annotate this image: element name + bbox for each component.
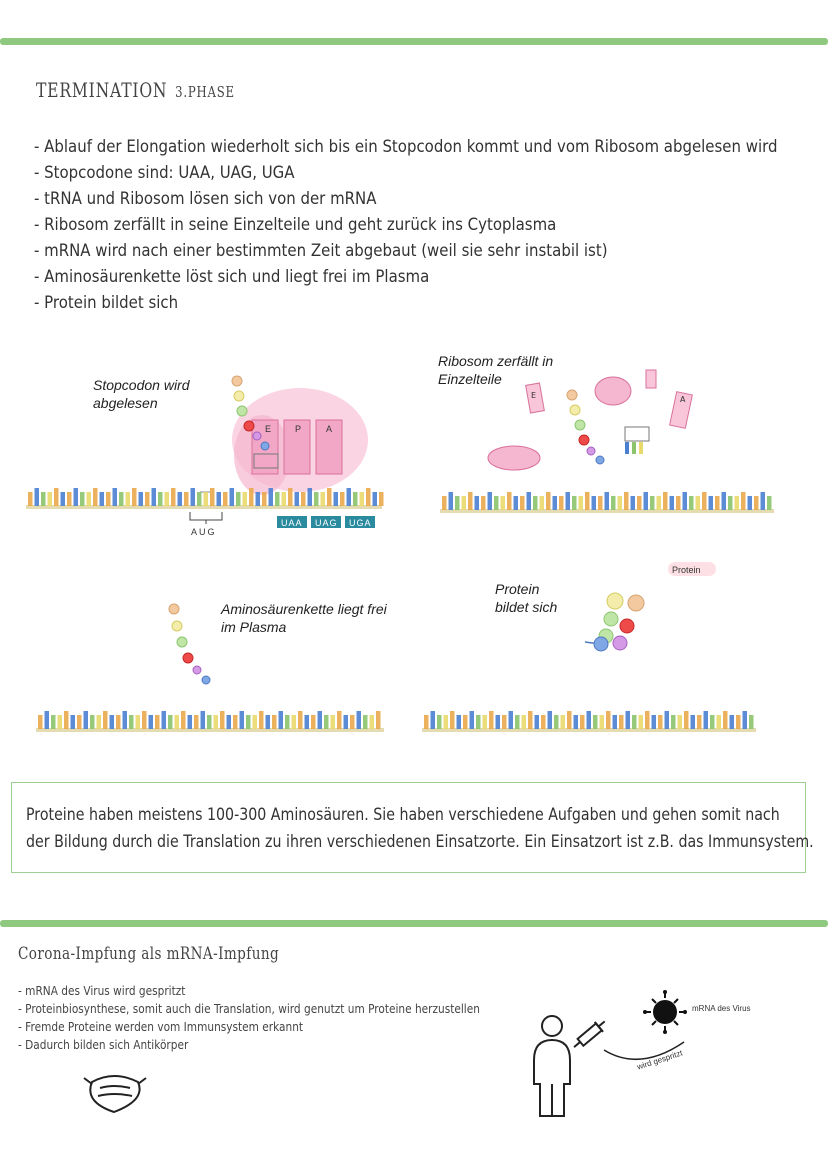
nucleotide	[618, 496, 623, 510]
nucleotide	[301, 492, 306, 506]
nucleotide	[126, 492, 131, 506]
nucleotide	[54, 488, 59, 506]
nucleotide	[572, 496, 577, 510]
nucleotide	[165, 492, 170, 506]
nucleotide	[470, 711, 475, 729]
nucleotide	[637, 496, 642, 510]
nucleotide	[90, 715, 95, 729]
nucleotide	[613, 715, 618, 729]
nucleotide	[288, 488, 293, 506]
nucleotide	[468, 492, 473, 510]
nucleotide	[103, 711, 108, 729]
nucleotide	[58, 715, 63, 729]
nucleotide	[106, 492, 111, 506]
nucleotide	[561, 715, 566, 729]
nucleotide	[110, 715, 115, 729]
nucleotide	[285, 715, 290, 729]
nucleotide	[457, 715, 462, 729]
nucleotide	[717, 715, 722, 729]
nucleotide	[233, 715, 238, 729]
fragment-e-label: E	[531, 391, 537, 400]
nucleotide	[710, 715, 715, 729]
bullet-item: - Aminosäurenkette löst sich und liegt frei im Plasma	[34, 267, 430, 287]
nucleotide	[631, 496, 636, 510]
nucleotide	[528, 711, 533, 729]
nucleotide	[496, 715, 501, 729]
bullet-item: - mRNA des Virus wird gespritzt	[18, 984, 186, 998]
info-box	[11, 782, 814, 873]
nucleotide	[149, 715, 154, 729]
nucleotide	[145, 492, 150, 506]
site-a-label: A	[326, 424, 333, 434]
nucleotide	[259, 711, 264, 729]
nucleotide	[279, 711, 284, 729]
nucleotide	[743, 711, 748, 729]
nucleotide	[520, 496, 525, 510]
nucleotide	[119, 492, 124, 506]
nucleotide	[366, 488, 371, 506]
nucleotide	[728, 496, 733, 510]
nucleotide	[702, 492, 707, 510]
nucleotide	[553, 496, 558, 510]
nucleotide	[41, 492, 46, 506]
nucleotide	[97, 715, 102, 729]
nucleotide	[256, 492, 261, 506]
nucleotide	[363, 715, 368, 729]
bullet-item: - tRNA und Ribosom lösen sich von der mRNA	[34, 189, 377, 209]
nucleotide	[84, 711, 89, 729]
ribosome-fragment	[595, 377, 631, 405]
bullet-item: - Fremde Proteine werden vom Immunsystem erkannt	[18, 1020, 304, 1034]
nucleotide	[74, 488, 79, 506]
nucleotide	[535, 715, 540, 729]
nucleotide	[64, 711, 69, 729]
nucleotide	[324, 715, 329, 729]
nucleotide	[665, 711, 670, 729]
nucleotide	[691, 715, 696, 729]
nucleotide	[217, 492, 222, 506]
nucleotide	[194, 715, 199, 729]
nucleotide	[761, 492, 766, 510]
nucleotide	[735, 496, 740, 510]
nucleotide	[272, 715, 277, 729]
nucleotide	[28, 492, 33, 506]
nucleotide	[605, 492, 610, 510]
nucleotide	[282, 492, 287, 506]
nucleotide	[376, 711, 381, 729]
info-line-1: Proteine haben meistens 100-300 Aminosäuren. Sie haben verschiedene Aufgaben und gehen somit nach	[26, 805, 780, 824]
nucleotide	[715, 496, 720, 510]
nucleotide	[353, 492, 358, 506]
nucleotide	[593, 715, 598, 729]
nucleotide	[240, 711, 245, 729]
nucleotide	[100, 492, 105, 506]
nucleotide	[475, 496, 480, 510]
diagram-ribosome-disassembly	[440, 370, 774, 513]
nucleotide	[298, 711, 303, 729]
stop-codon-uaa: UAA	[281, 518, 303, 528]
nucleotide	[501, 496, 506, 510]
nucleotide	[113, 488, 118, 506]
nucleotide	[494, 496, 499, 510]
nucleotide	[314, 492, 319, 506]
nucleotide	[514, 496, 519, 510]
nucleotide	[541, 715, 546, 729]
nucleotide	[48, 492, 53, 506]
title-text: TERMINATION	[36, 78, 168, 102]
nucleotide	[321, 492, 326, 506]
nucleotide	[171, 488, 176, 506]
fragment-a-label: A	[680, 395, 686, 404]
nucleotide	[741, 492, 746, 510]
nucleotide	[184, 492, 189, 506]
bullet-item: - Stopcodone sind: UAA, UAG, UGA	[34, 163, 295, 183]
site-p-label: P	[295, 424, 302, 434]
nucleotide	[305, 715, 310, 729]
nucleotide	[178, 492, 183, 506]
nucleotide	[197, 492, 202, 506]
nucleotide	[619, 715, 624, 729]
middle-divider	[0, 920, 828, 927]
nucleotide	[168, 715, 173, 729]
nucleotide	[269, 488, 274, 506]
nucleotide	[162, 711, 167, 729]
nucleotide	[567, 711, 572, 729]
bullet-item: - mRNA wird nach einer bestimmten Zeit abgebaut (weil sie sehr instabil ist)	[34, 241, 608, 261]
label-amino-chain-free: Aminosäurenkette liegt frei im Plasma	[221, 601, 387, 635]
nucleotide	[191, 488, 196, 506]
syringe-icon	[570, 1017, 609, 1053]
subtitle-text: 3.PHASE	[175, 83, 235, 101]
nucleotide	[546, 492, 551, 510]
nucleotide	[754, 496, 759, 510]
nucleotide	[249, 488, 254, 506]
nucleotide	[334, 492, 339, 506]
nucleotide	[340, 492, 345, 506]
nucleotide	[292, 715, 297, 729]
nucleotide	[379, 492, 384, 506]
nucleotide	[736, 715, 741, 729]
nucleotide	[155, 715, 160, 729]
nucleotide	[606, 711, 611, 729]
nucleotide	[689, 496, 694, 510]
nucleotide	[598, 496, 603, 510]
nucleotide	[450, 711, 455, 729]
nucleotide	[424, 715, 429, 729]
vaccination-illustration	[0, 960, 828, 1171]
nucleotide	[730, 715, 735, 729]
label-stopcodon: Stopcodon wird abgelesen	[93, 377, 190, 411]
nucleotide	[683, 492, 688, 510]
nucleotide	[704, 711, 709, 729]
nucleotide	[142, 711, 147, 729]
nucleotide	[246, 715, 251, 729]
nucleotide	[175, 715, 180, 729]
nucleotide	[201, 711, 206, 729]
nucleotide	[129, 715, 134, 729]
nucleotide	[139, 492, 144, 506]
nucleotide	[38, 715, 43, 729]
nucleotide	[676, 496, 681, 510]
nucleotide	[483, 715, 488, 729]
nucleotide	[684, 711, 689, 729]
nucleotide	[678, 715, 683, 729]
nucleotide	[61, 492, 66, 506]
nucleotide	[462, 496, 467, 510]
nucleotide	[442, 496, 447, 510]
stop-codon-uag: UAG	[315, 518, 338, 528]
nucleotide	[502, 715, 507, 729]
info-line-2: der Bildung durch die Translation zu ihren verschiedenen Einsatzorte. Ein Einsatzort ist z.B. das Immunsystem.	[26, 832, 814, 851]
arrow-label: wird gespritzt	[636, 1048, 684, 1072]
nucleotide	[71, 715, 76, 729]
nucleotide	[275, 492, 280, 506]
nucleotide	[748, 496, 753, 510]
nucleotide	[587, 711, 592, 729]
nucleotide	[360, 492, 365, 506]
nucleotide	[476, 715, 481, 729]
nucleotide	[370, 715, 375, 729]
nucleotide	[489, 711, 494, 729]
nucleotide	[344, 715, 349, 729]
nucleotide	[645, 711, 650, 729]
nucleotide	[35, 488, 40, 506]
nucleotide	[650, 496, 655, 510]
nucleotide	[652, 715, 657, 729]
nucleotide	[350, 715, 355, 729]
nucleotide	[210, 488, 215, 506]
nucleotide	[444, 715, 449, 729]
bullet-item: - Dadurch bilden sich Antikörper	[18, 1038, 189, 1052]
nucleotide	[318, 711, 323, 729]
nucleotide	[481, 496, 486, 510]
nucleotide	[220, 711, 225, 729]
nucleotide	[437, 715, 442, 729]
nucleotide	[600, 715, 605, 729]
nucleotide	[253, 715, 258, 729]
nucleotide	[697, 715, 702, 729]
nucleotide	[207, 715, 212, 729]
nucleotide	[308, 488, 313, 506]
nucleotide	[533, 496, 538, 510]
nucleotide	[243, 492, 248, 506]
bullet-item: - Ribosom zerfällt in seine Einzelteile und geht zurück ins Cytoplasma	[34, 215, 557, 235]
nucleotide	[87, 492, 92, 506]
nucleotide	[327, 488, 332, 506]
nucleotide	[509, 711, 514, 729]
diagram-protein	[422, 562, 756, 732]
nucleotide	[262, 492, 267, 506]
nucleotide	[373, 492, 378, 506]
start-codon-label: AUG	[191, 527, 217, 537]
nucleotide	[181, 711, 186, 729]
label-ribosome-disassembly: Ribosom zerfällt in Einzelteile	[438, 353, 554, 387]
nucleotide	[580, 715, 585, 729]
nucleotide	[722, 492, 727, 510]
protein-tag-label: Protein	[672, 565, 701, 575]
nucleotide	[767, 496, 772, 510]
nucleotide	[132, 488, 137, 506]
nucleotide	[230, 488, 235, 506]
nucleotide	[515, 715, 520, 729]
nucleotide	[295, 492, 300, 506]
nucleotide	[227, 715, 232, 729]
nucleotide	[559, 496, 564, 510]
nucleotide	[548, 711, 553, 729]
nucleotide	[116, 715, 121, 729]
nucleotide	[236, 492, 241, 506]
nucleotide	[152, 488, 157, 506]
nucleotide	[188, 715, 193, 729]
nucleotide	[463, 715, 468, 729]
nucleotide	[611, 496, 616, 510]
nucleotide	[223, 492, 228, 506]
label-protein: Protein bildet sich	[495, 581, 558, 615]
nucleotide	[431, 711, 436, 729]
nucleotide	[540, 496, 545, 510]
nucleotide	[554, 715, 559, 729]
nucleotide	[337, 711, 342, 729]
bullet-item: - Protein bildet sich	[34, 293, 179, 313]
nucleotide	[527, 492, 532, 510]
nucleotide	[723, 711, 728, 729]
nucleotide	[449, 492, 454, 510]
nucleotide	[266, 715, 271, 729]
nucleotide	[663, 492, 668, 510]
nucleotide	[311, 715, 316, 729]
nucleotide	[158, 492, 163, 506]
nucleotide	[488, 492, 493, 510]
nucleotide	[204, 492, 209, 506]
nucleotide	[331, 715, 336, 729]
nucleotide	[214, 715, 219, 729]
ribosome-site-fragment	[646, 370, 656, 388]
face-mask-icon	[84, 1076, 146, 1112]
nucleotide	[522, 715, 527, 729]
nucleotide	[357, 711, 362, 729]
nucleotide	[639, 715, 644, 729]
nucleotide	[136, 715, 141, 729]
nucleotide	[671, 715, 676, 729]
nucleotide	[123, 711, 128, 729]
site-e-label: E	[265, 424, 272, 434]
nucleotide	[455, 496, 460, 510]
nucleotide	[657, 496, 662, 510]
nucleotide	[347, 488, 352, 506]
nucleotide	[507, 492, 512, 510]
nucleotide	[585, 492, 590, 510]
virus-icon	[643, 990, 687, 1034]
nucleotide	[77, 715, 82, 729]
nucleotide	[696, 496, 701, 510]
nucleotide	[80, 492, 85, 506]
nucleotide	[644, 492, 649, 510]
nucleotide	[566, 492, 571, 510]
ribosome-fragment	[488, 446, 540, 470]
bullet-item: - Proteinbiosynthese, somit auch die Translation, wird genutzt um Proteine herzustellen	[18, 1002, 480, 1016]
nucleotide	[592, 496, 597, 510]
stop-codon-uga: UGA	[349, 518, 372, 528]
section-title-corona: Corona-Impfung als mRNA-Impfung	[18, 944, 280, 964]
nucleotide	[579, 496, 584, 510]
nucleotide	[67, 492, 72, 506]
virus-label: mRNA des Virus	[692, 1004, 751, 1013]
nucleotide	[632, 715, 637, 729]
nucleotide	[749, 715, 754, 729]
person-icon	[534, 1016, 570, 1116]
nucleotide	[709, 496, 714, 510]
nucleotide	[51, 715, 56, 729]
nucleotide	[626, 711, 631, 729]
nucleotide	[45, 711, 50, 729]
nucleotide	[670, 496, 675, 510]
nucleotide	[574, 715, 579, 729]
nucleotide	[93, 488, 98, 506]
bullet-item: - Ablauf der Elongation wiederholt sich bis ein Stopcodon kommt und vom Ribosom abgelesen wird	[34, 137, 778, 157]
nucleotide	[624, 492, 629, 510]
nucleotide	[658, 715, 663, 729]
